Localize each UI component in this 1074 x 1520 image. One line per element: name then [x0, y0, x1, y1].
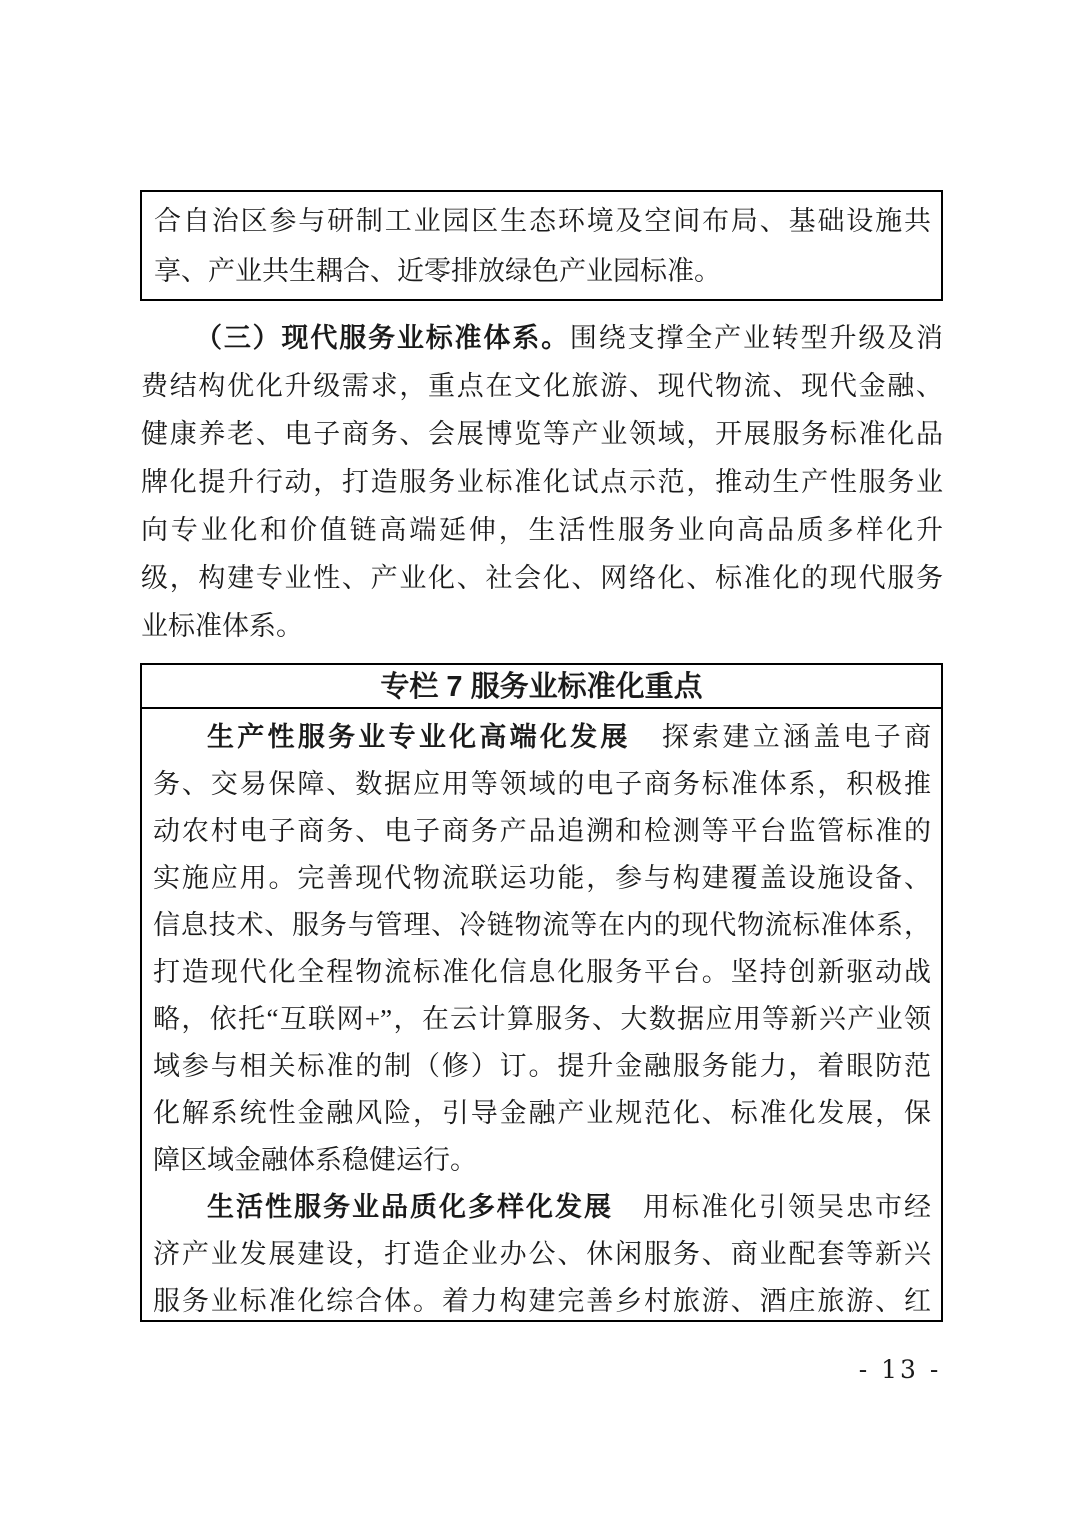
- column-text: 用标准化引领吴忠市经: [641, 1192, 931, 1222]
- column-line: 信息技术、服务与管理、冷链物流等在内的现代物流标准体系，: [153, 910, 931, 940]
- column-line: 域参与相关标准的制（修）订。提升金融服务能力，着眼防范: [153, 1051, 931, 1081]
- page-number: - 13 -: [858, 1355, 942, 1384]
- column-line: 动农村电子商务、电子商务产品追溯和检测等平台监管标准的: [153, 816, 931, 846]
- section-3-paragraph: [141, 314, 943, 650]
- paragraph-line: 业标准体系。: [141, 611, 303, 641]
- paragraph-line: 费结构优化升级需求，重点在文化旅游、现代物流、现代金融、: [141, 371, 943, 401]
- subsection-heading-life-services: 生活性服务业品质化多样化发展: [207, 1192, 613, 1222]
- paragraph-line: [141, 314, 943, 362]
- box-text-line: 享、产业共生耦合、近零排放绿色产业园标准。: [154, 256, 721, 286]
- paragraph-text: 围绕支撑全产业转型升级及消: [569, 323, 944, 353]
- column-line: 略，依托“互联网+”，在云计算服务、大数据应用等新兴产业领: [153, 1004, 931, 1034]
- section-3-heading: （三）现代服务业标准体系。: [195, 323, 570, 353]
- column-line: 服务业标准化综合体。着力构建完善乡村旅游、酒庄旅游、红: [153, 1286, 931, 1316]
- column-line: [153, 714, 931, 761]
- column-line: 化解系统性金融风险，引导金融产业规范化、标准化发展，保: [153, 1098, 931, 1128]
- column-line: 务、交易保障、数据应用等领域的电子商务标准体系，积极推: [153, 769, 931, 799]
- top-continuation-box: [140, 190, 943, 301]
- subsection-heading-productive-services: 生产性服务业专业化高端化发展: [207, 722, 631, 752]
- paragraph-line: 健康养老、电子商务、会展博览等产业领域，开展服务标准化品: [141, 419, 943, 449]
- column-line: 济产业发展建设，打造企业办公、休闲服务、商业配套等新兴: [153, 1239, 931, 1269]
- column-7-box: [140, 663, 943, 1322]
- column-7-title: 专栏 7 服务业标准化重点: [142, 665, 941, 709]
- column-line: [153, 1184, 931, 1231]
- column-7-content: [142, 709, 941, 1325]
- column-text: 探索建立涵盖电子商: [658, 722, 932, 752]
- paragraph-line: 级，构建专业性、产业化、社会化、网络化、标准化的现代服务: [141, 563, 943, 593]
- box-text-line: 合自治区参与研制工业园区生态环境及空间布局、基础设施共: [154, 206, 931, 236]
- column-line: 障区域金融体系稳健运行。: [153, 1145, 477, 1175]
- paragraph-line: 向专业化和价值链高端延伸，生活性服务业向高品质多样化升: [141, 515, 943, 545]
- column-line: 实施应用。完善现代物流联运功能，参与构建覆盖设施设备、: [153, 863, 931, 893]
- column-line: 打造现代化全程物流标准化信息化服务平台。坚持创新驱动战: [153, 957, 931, 987]
- paragraph-line: 牌化提升行动，打造服务业标准化试点示范，推动生产性服务业: [141, 467, 943, 497]
